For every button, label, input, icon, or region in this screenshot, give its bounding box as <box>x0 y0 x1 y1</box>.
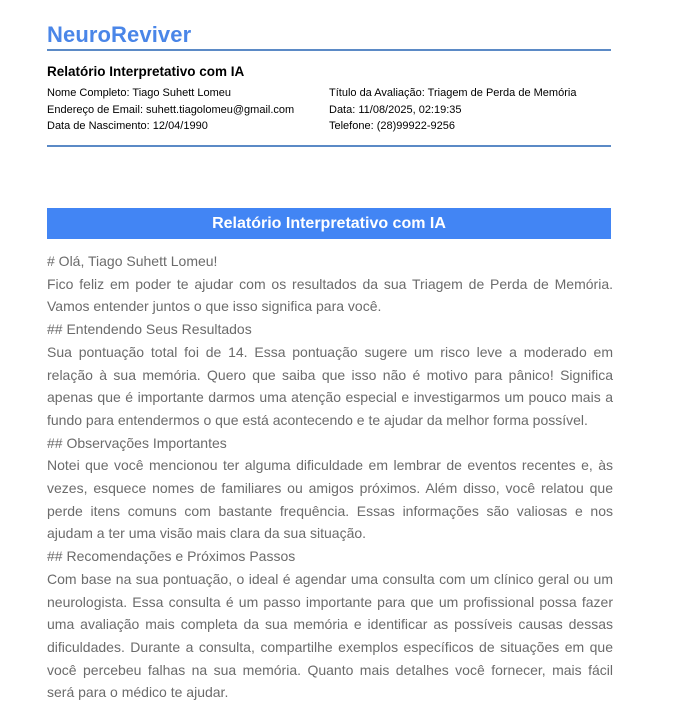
observations-heading: ## Observações Importantes <box>47 434 227 451</box>
observations-paragraph: Notei que você mencionou ter alguma dificuldade em lembrar de eventos recentes e, às vezes, esquece nomes de familiares ou amigos próximos. Além disso, você relatou que perde itens comuns com bastante frequência. Essas informações são valiosas e nos ajudam a ter uma visão mais clara da sua situação. <box>47 457 613 542</box>
results-heading: ## Entendendo Seus Resultados <box>47 321 252 338</box>
email-address: Endereço de Email: suhett.tiagolomeu@gmail.com <box>47 103 295 116</box>
patient-info-left <box>47 85 294 135</box>
phone-number: Telefone: (28)99922-9256 <box>329 120 455 132</box>
greeting-heading: # Olá, Tiago Suhett Lomeu! <box>47 253 218 269</box>
header-divider <box>47 49 611 51</box>
recommendations-paragraph: Com base na sua pontuação, o ideal é agendar uma consulta com um clínico geral ou um neurologista. Essa consulta é um passo importante para que um profissional possa fazer uma avaliação mais completa da sua memória e identificar as possíveis causas dessas dificuldades. Durante a consulta, compartilhe exemplos específicos de situações em que você percebeu falhas na sua memória. Quanto mais detalhes você fornecer, mais fácil será para o médico te ajudar. <box>47 570 613 701</box>
info-divider <box>47 145 611 147</box>
report-title: Relatório Interpretativo com IA <box>47 64 245 79</box>
section-banner: Relatório Interpretativo com IA <box>47 208 611 239</box>
intro-paragraph: Fico feliz em poder te ajudar com os resultados da sua Triagem de Perda de Memória. Vamos entender juntos o que isso significa para você. <box>47 275 613 315</box>
patient-info-right <box>329 85 576 135</box>
results-paragraph: Sua pontuação total foi de 14. Essa pontuação sugere um risco leve a moderado em relação à sua memória. Quero que saiba que isso não é motivo para pânico! Significa apenas que é importante darmos uma atenção especial e investigarmos um pouco mais a fundo para entendermos o que está acontecendo e te ajudar da melhor forma possível. <box>47 343 613 428</box>
report-date: Data: 11/08/2025, 02:19:35 <box>329 103 462 116</box>
brand-logo-text: NeuroReviver <box>47 22 192 47</box>
assessment-title: Título da Avaliação: Triagem de Perda de Memória <box>329 87 577 99</box>
birth-date: Data de Nascimento: 12/04/1990 <box>47 120 208 132</box>
full-name: Nome Completo: Tiago Suhett Lomeu <box>47 87 232 99</box>
report-body <box>47 250 613 704</box>
recommendations-heading: ## Recomendações e Próximos Passos <box>47 548 296 565</box>
